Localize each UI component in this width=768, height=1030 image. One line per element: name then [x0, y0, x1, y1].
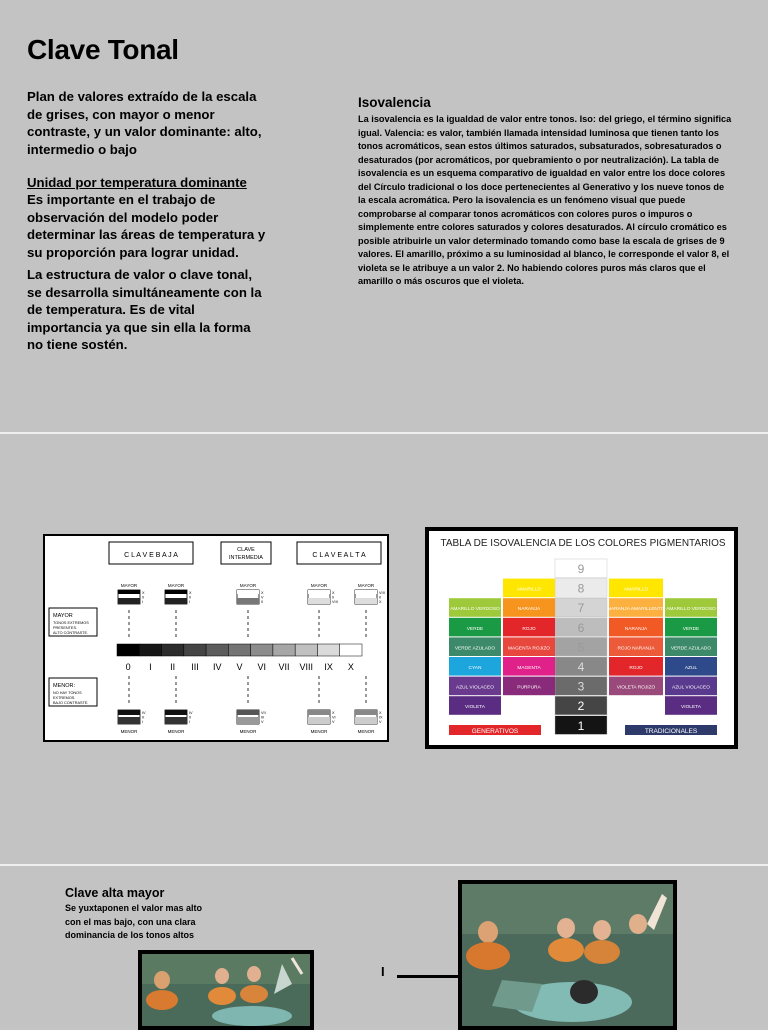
gray-scale-bar [117, 644, 362, 656]
color-cell-label: AMARILLO VERDOSO [450, 607, 500, 613]
marker-numeral: X [189, 591, 192, 595]
mayor-label: MAYOR [357, 583, 375, 588]
menor-swatch-band [165, 710, 187, 715]
gray-swatch [162, 644, 184, 656]
color-cell-label: PURPURA [517, 685, 541, 691]
generativos-label: GENERATIVOS [471, 728, 519, 735]
clave-alta-label: C L A V E A L T A [312, 552, 366, 559]
roman-numeral: 0 [125, 662, 131, 672]
color-cell-label: VIOLETA ROJIZO [616, 685, 656, 691]
gray-scale-number: 1 [577, 718, 585, 733]
svg-text:ALTO CONTRASTE.: ALTO CONTRASTE. [53, 631, 89, 635]
menor-label: MENOR [239, 729, 257, 734]
color-cell-label: ROJO [629, 666, 643, 671]
gray-swatch [251, 644, 273, 656]
page-title: Clave Tonal [27, 34, 179, 65]
marker-numeral: 0 [261, 600, 264, 604]
roman-numeral: VI [257, 662, 267, 672]
marker-numeral: 0 [142, 595, 145, 600]
svg-text:TONOS EXTREMOS: TONOS EXTREMOS [53, 621, 89, 625]
color-cell-label: CYAN [468, 666, 482, 671]
gray-swatch [340, 644, 362, 656]
menor-swatch-band [355, 710, 377, 715]
gray-scale-number: 8 [577, 581, 585, 596]
roman-numeral-marker: I [381, 964, 385, 979]
roman-numeral: VIII [299, 662, 314, 672]
marker-numeral: VI [332, 715, 336, 720]
mayor-swatch-band [308, 598, 330, 604]
menor-label: MENOR [120, 729, 138, 734]
gray-swatch [206, 644, 228, 656]
color-cell-label: MAGENTA ROJIZO [507, 646, 551, 652]
gray-swatch [317, 644, 339, 656]
value-markers [118, 583, 385, 734]
isovalencia-table [425, 527, 738, 749]
color-cell-label: VERDE AZULADO [670, 646, 712, 652]
color-cell-label: NARANJA [624, 626, 648, 632]
color-cell-label: VERDE [466, 626, 484, 632]
roman-numeral: II [170, 662, 176, 672]
marker-numeral: III [261, 715, 265, 720]
svg-text:EXTREMOS.: EXTREMOS. [53, 696, 76, 700]
gray-swatch [228, 644, 250, 656]
isovalencia-text: La isovalencia es la igualdad de valor entre tonos. Iso: del griego, el término significa igual. Valencia: es valor, también llamada intensidad luminosa que tienen tanto los tonos acromáticos, sean estos últimos saturados, subsaturados, sobresaturados o desaturados (por acromáticos, por quebramiento o por neutralización). La tabla de isovalencia es un esquema comparativo de igualdad en valor entre los doce colores del Círculo tradicional o los doce pertenecientes al Generativo y los nueve tonos de la escala acromática. Pero la isovalencia es un fenómeno visual que puede comprobarse al comparar tonos acromáticos con colores puros o impuros o simplemente entre colores saturados y colores desaturados. Al círculo cromático es posible atribuirle un valor determinado tomando como base la escala de grises de 9 valores. El amarillo, próximo a su luminosidad al blanco, le corresponde el valor 8, el violeta se le atribuye a un valor 2. No habiendo colores puros más claros que el amarillo o más oscuros que el violeta. [358, 114, 732, 286]
mayor-swatch-band [118, 590, 140, 594]
menor-swatch-band [118, 717, 140, 724]
isovalencia-table-svg [429, 531, 734, 745]
svg-text:CLAVE: CLAVE [237, 547, 255, 553]
svg-text:BAJO CONTRASTE.: BAJO CONTRASTE. [53, 701, 89, 705]
marker-numeral: 0 [379, 595, 382, 600]
slide-clave-tonal [0, 0, 768, 432]
marker-numeral: 0 [189, 595, 192, 600]
color-cell-label: AZUL VIOLACEO [456, 685, 494, 691]
roman-numeral: IV [212, 662, 222, 672]
svg-text:PRESENTES.: PRESENTES. [53, 626, 78, 630]
marker-numeral: VII [261, 711, 266, 715]
menor-swatch-band [237, 710, 259, 715]
clave-alta-mayor-text: Se yuxtaponen el valor mas alto con el mas bajo, con una clara dominancia de los tonos altos [65, 903, 203, 940]
tonal-key-svg [45, 536, 387, 740]
mayor-swatch-band [237, 590, 259, 594]
roman-numeral: I [149, 662, 152, 672]
marker-numeral: IV [142, 711, 146, 715]
gray-swatch [184, 644, 206, 656]
menor-swatch-band [355, 717, 377, 724]
mayor-legend-title: MAYOR [53, 613, 73, 619]
color-cell-label: AMARILLO [516, 587, 542, 593]
mayor-label: MAYOR [310, 583, 328, 588]
clave-alta-mayor-heading: Clave alta mayor [65, 886, 165, 900]
mayor-label: MAYOR [120, 583, 138, 588]
marker-numeral: X [332, 591, 335, 595]
isovalencia-heading: Isovalencia [358, 95, 431, 110]
menor-swatch-band [308, 710, 330, 715]
paragraph-estructura: La estructura de valor o clave tonal, se desarrolla simultáneamente con la de temperatura. Es de vital importancia ya que sin ella la forma no tiene sostén. [27, 267, 262, 352]
menor-label: MENOR [357, 729, 375, 734]
dancers-painting-small-art [142, 954, 310, 1026]
mayor-swatch-band [118, 598, 140, 604]
paragraph-temperatura: Es importante en el trabajo de observación del modelo poder determinar las áreas de temperatura y su proporción para lograr unidad. [27, 192, 266, 260]
isovalencia-cells [449, 559, 717, 735]
gray-swatch [117, 644, 139, 656]
menor-swatch-band [165, 717, 187, 724]
menor-swatch-band [308, 717, 330, 724]
marker-numeral: X [261, 591, 264, 595]
gray-scale-number: 2 [577, 699, 585, 714]
marker-numeral: 0 [189, 715, 192, 720]
gray-scale-number: 3 [577, 679, 585, 694]
color-cell-label: AMARILLO VERDOSO [666, 607, 716, 613]
color-cell-label: VERDE AZULADO [454, 646, 496, 652]
gray-scale-number: 6 [577, 620, 585, 635]
gray-swatch [273, 644, 295, 656]
mayor-swatch-band [165, 590, 187, 594]
menor-legend-title: MENOR: [53, 683, 75, 689]
roman-numeral: V [236, 662, 243, 672]
slide-clave-alta-mayor [0, 866, 768, 1024]
isovalencia-table-title: TABLA DE ISOVALENCIA DE LOS COLORES PIGMENTARIOS [440, 538, 726, 549]
menor-label: MENOR [310, 729, 328, 734]
marker-numeral: 0 [332, 595, 335, 600]
marker-numeral: I [189, 720, 191, 724]
marker-numeral: 0 [142, 715, 145, 720]
menor-swatch-band [118, 710, 140, 715]
intro-paragraph: Plan de valores extraído de la escala de grises, con mayor o menor contraste, y un valor dominante: alto, intermedio o bajo [27, 89, 262, 157]
color-cell-label: ROJO [522, 626, 536, 632]
gray-scale-number: 5 [577, 640, 585, 655]
dancers-painting-large [458, 880, 677, 1030]
color-cell-label: VIOLETA [465, 705, 485, 711]
marker-numeral: V [261, 720, 264, 724]
marker-numeral: V [379, 720, 382, 724]
marker-numeral: I [142, 600, 144, 604]
gray-swatch [139, 644, 161, 656]
mayor-label: MAYOR [239, 583, 257, 588]
marker-numeral: X [332, 711, 335, 715]
marker-numeral: V [332, 720, 335, 724]
roman-numeral: III [191, 662, 199, 672]
roman-numeral: X [347, 662, 354, 672]
tradicionales-label: TRADICIONALES [644, 728, 698, 735]
marker-numeral: IX [379, 715, 383, 720]
marker-numeral: X [379, 600, 382, 604]
marker-numeral: I [189, 600, 191, 604]
svg-text:NO HAY TONOS: NO HAY TONOS [53, 691, 82, 695]
marker-numeral: I [142, 720, 144, 724]
color-cell-label: NARANJA AMARILLENTO [607, 607, 665, 613]
color-cell-label: AMARILLO [623, 587, 649, 593]
mayor-swatch-band [308, 590, 330, 594]
gray-scale-number: 7 [577, 601, 585, 616]
mayor-label: MAYOR [167, 583, 185, 588]
roman-numeral: IX [324, 662, 333, 672]
subheading-temperatura: Unidad por temperatura dominante [27, 175, 247, 190]
gray-swatch [295, 644, 317, 656]
marker-numeral: X [379, 711, 382, 715]
gray-scale-number: 4 [577, 660, 585, 674]
mayor-swatch-band [355, 590, 377, 594]
marker-numeral: V [261, 595, 264, 600]
color-cell-label: NARANJA [517, 607, 541, 613]
clave-baja-label: C L A V E B A J A [124, 552, 178, 559]
marker-numeral: IV [189, 711, 193, 715]
color-cell-label: ROJO NARANJA [617, 646, 655, 652]
mayor-swatch-band [355, 598, 377, 604]
roman-numerals [126, 662, 354, 672]
gray-scale-number: 9 [577, 562, 585, 576]
tonal-key-diagram [43, 534, 389, 742]
menor-label: MENOR [167, 729, 185, 734]
color-cell-label: AZUL [684, 666, 698, 671]
mayor-swatch-band [237, 598, 259, 604]
menor-swatch-band [237, 717, 259, 724]
marker-numeral: X [142, 591, 145, 595]
roman-numeral: VII [278, 662, 290, 672]
color-cell-label: MAGENTA [517, 666, 541, 671]
color-cell-label: VIOLETA [681, 705, 701, 711]
color-cell-label: VERDE [682, 626, 700, 632]
color-cell-label: AZUL VIOLACEO [672, 685, 710, 691]
marker-numeral: VIII [332, 600, 338, 604]
mayor-swatch-band [165, 598, 187, 604]
dancers-painting-large-art [462, 884, 673, 1026]
svg-text:INTERMEDIA: INTERMEDIA [229, 555, 263, 561]
marker-numeral: VIII [379, 591, 385, 595]
dancers-painting-small [138, 950, 314, 1030]
